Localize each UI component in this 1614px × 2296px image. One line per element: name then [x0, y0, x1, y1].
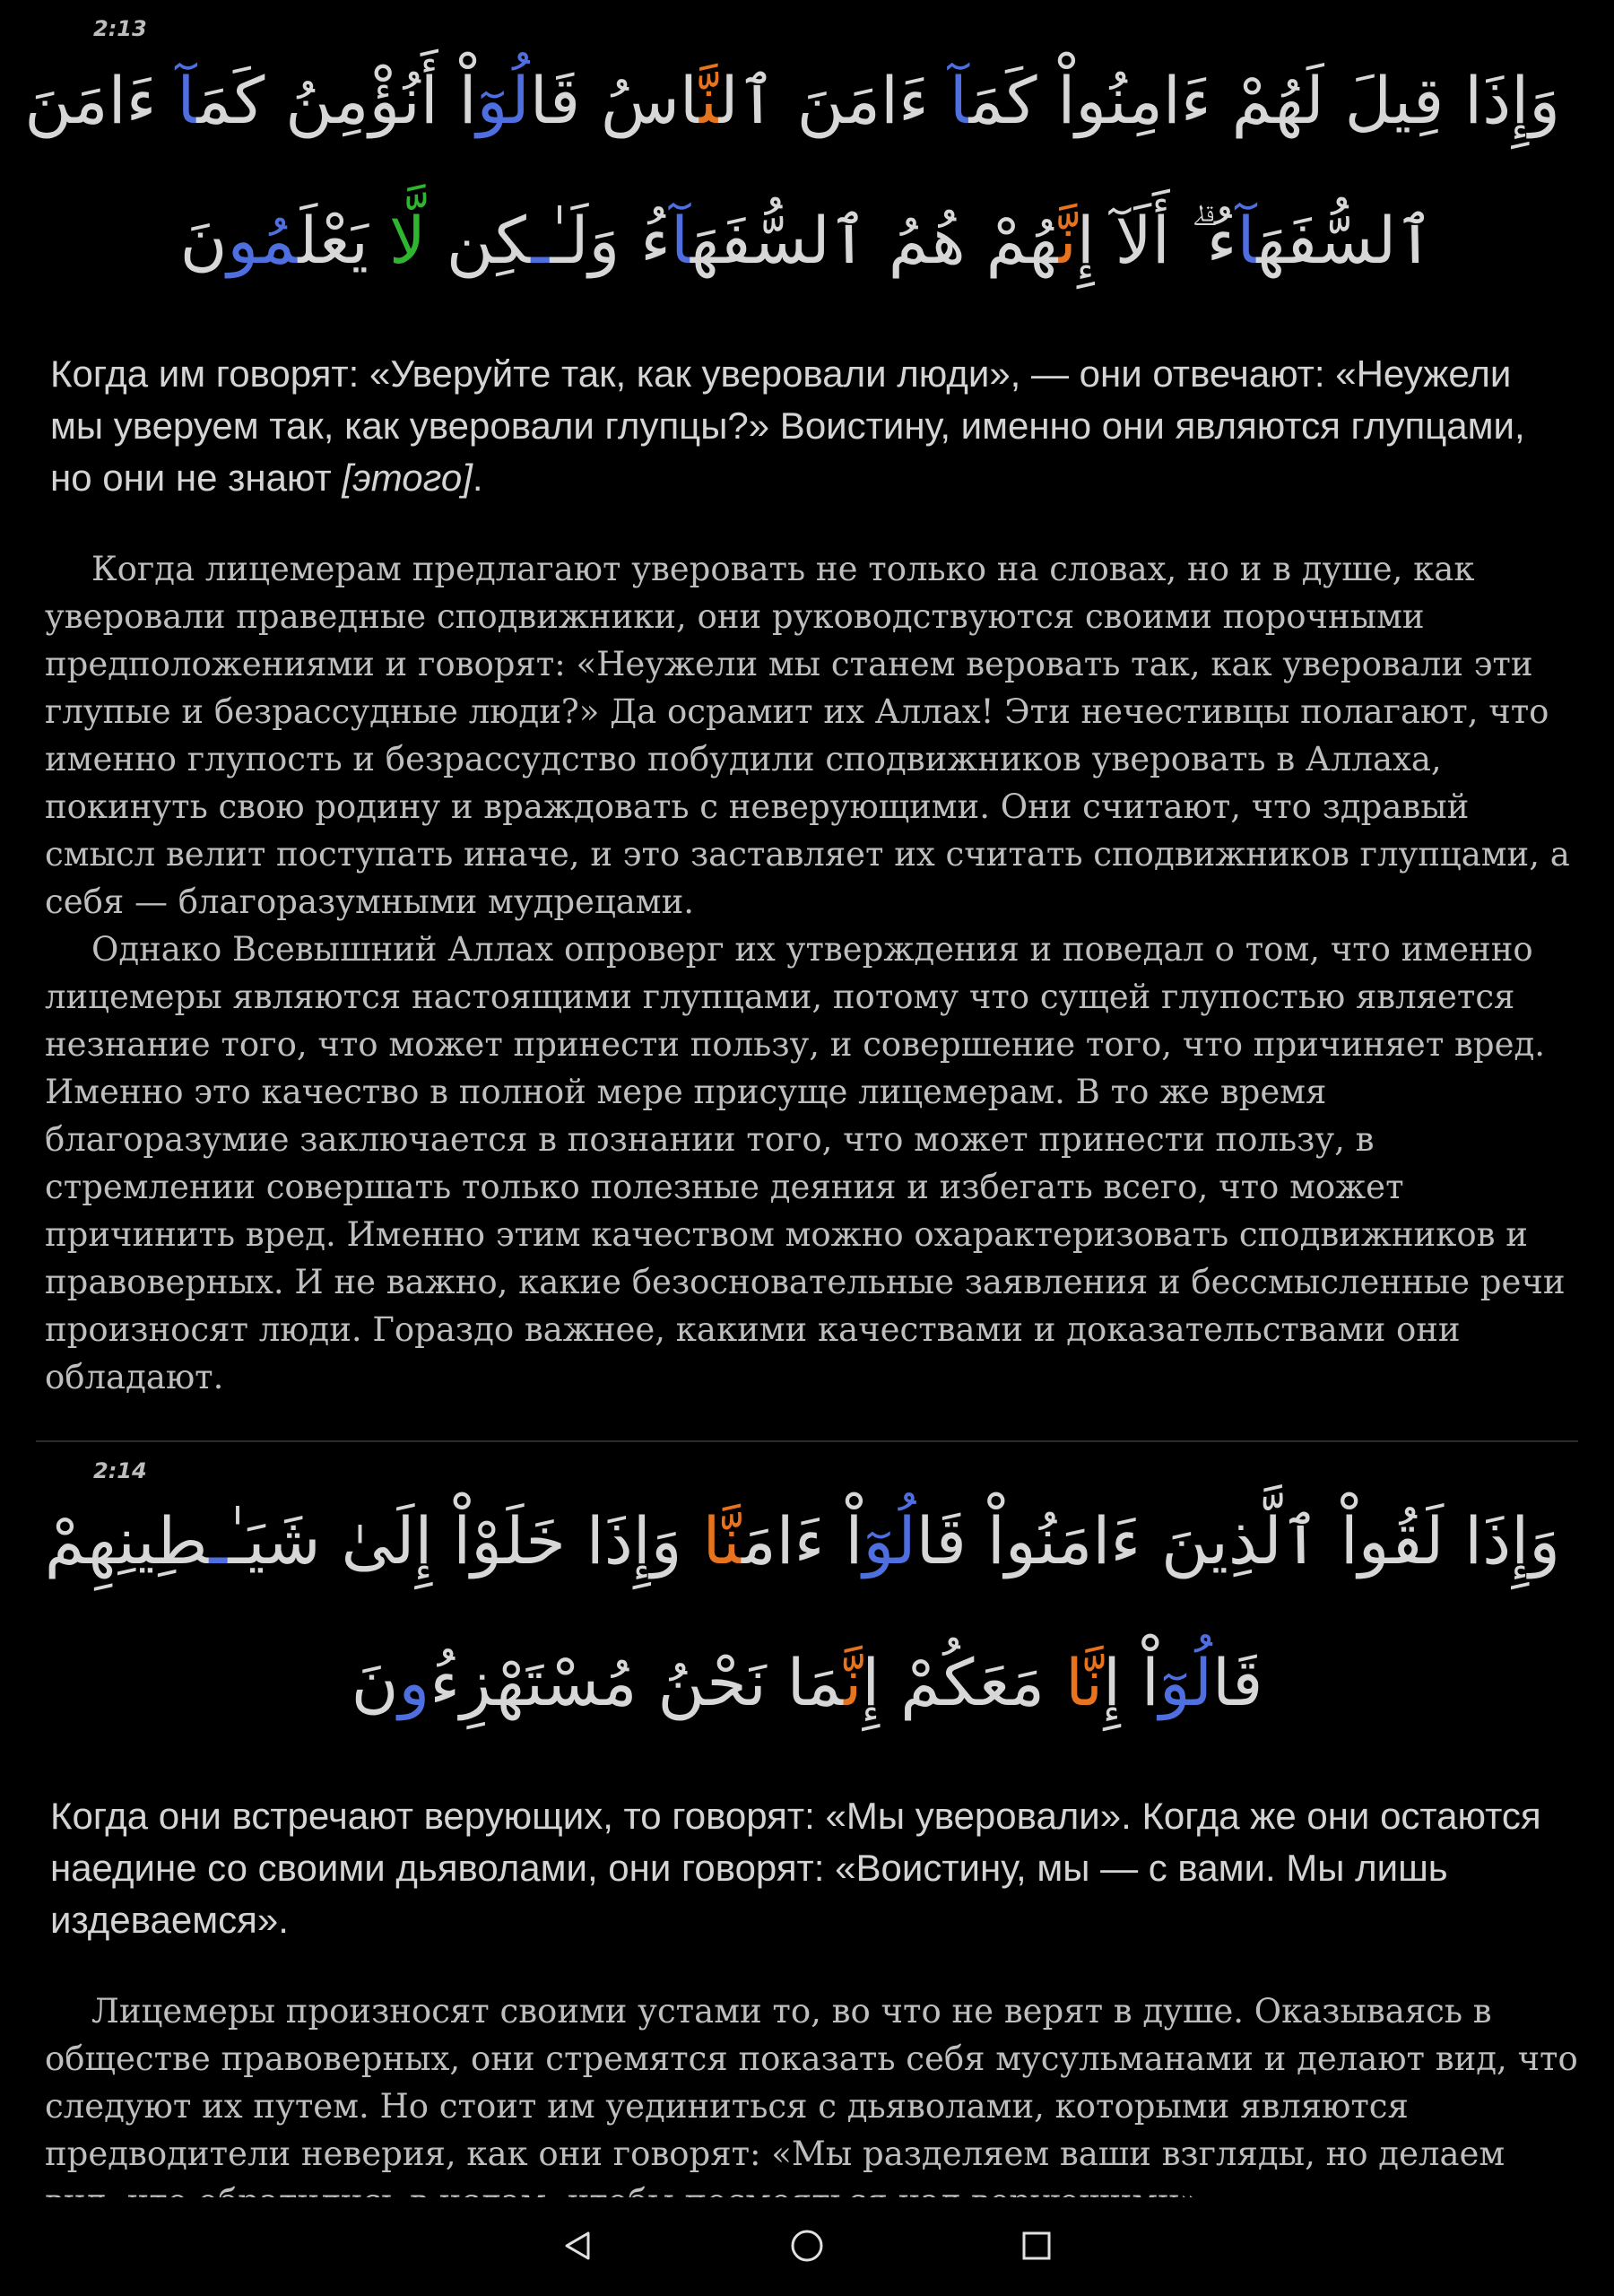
arabic-segment: مَعَكُمْ إِ	[862, 1645, 1066, 1720]
arabic-segment: كِن	[425, 203, 532, 278]
verse-separator	[36, 1440, 1578, 1442]
tajweed-blue-segment: و	[398, 1645, 430, 1720]
tajweed-orange-segment: نَّا	[702, 1503, 742, 1578]
tafsir-paragraph: Однако Всевышний Аллах опроверг их утверждения и поведал о том, что именно лицемеры являются настоящими глупцами, потому что сущей глупостью является незнание того, что может принести пользу, и совершение того, что причиняет вред. Именно это качество в полной мере присуще лицемерам. В то же время благоразумие заключается в познании того, что может принести пользу, в стремлении совершать только полезные деяния и избегать всего, что может причинить вред. Именно этим качеством можно охарактеризовать сподвижников и правоверных. И не важно, какие безосновательные заявления и бессмысленные речи произносят люди. Гораздо важнее, какими качествами и доказательствами они обладают.	[45, 930, 1566, 1396]
arabic-segment: وَإِذَا لَقُواْ ٱلَّذِينَ ءَامَنُواْ قَا	[915, 1503, 1560, 1578]
tajweed-green-segment: لَّا	[388, 203, 426, 278]
arabic-segment: وَإِذَا قِيلَ لَهُمْ ءَامِنُواْ كَمَ	[968, 63, 1560, 138]
recents-button[interactable]	[1010, 2219, 1063, 2273]
arabic-segment: اْ أَنُؤْمِنُ كَمَ	[196, 63, 477, 138]
arabic-segment: اسُ قَا	[529, 63, 699, 138]
tajweed-blue-segment: مُو	[227, 203, 299, 278]
tajweed-blue-segment: آ	[949, 63, 969, 138]
tajweed-blue-segment: آ	[1237, 203, 1257, 278]
tajweed-blue-segment: لُوٓ	[1158, 1645, 1213, 1720]
arabic-segment: قَا	[1212, 1645, 1263, 1720]
arabic-segment: ءَامَنَ	[24, 63, 178, 138]
arabic-line-2	[54, 203, 1560, 280]
tafsir-paragraph: Лицемеры произносят своими устами то, во что не верят в душе. Оказываясь в обществе правоверных, они стремятся показать себя мусульманами и делают вид, что следуют их путем. Но стоит им уединиться с дьяволами, которыми являются предводители неверия, как они говорят: «Мы разделяем ваши взгляды, но делаем	[45, 1992, 1578, 2173]
system-navigation-bar	[0, 2197, 1614, 2296]
tafsir-text	[45, 1987, 1578, 2225]
arabic-segment: وَإِذَا خَلَوْاْ إِلَىٰ شَيَـٰ	[228, 1503, 703, 1578]
verse-number: 2:13	[93, 16, 147, 41]
verse-translation	[50, 1790, 1566, 1946]
arabic-segment: ءَامَنَ ٱل	[718, 63, 950, 138]
tajweed-orange-segment: نَّ	[699, 63, 719, 138]
tajweed-blue-segment: لُوٓ	[476, 63, 530, 138]
arabic-line-1	[24, 63, 1560, 138]
tajweed-blue-segment: آ	[177, 63, 197, 138]
tajweed-orange-segment: نَّ	[1058, 203, 1077, 278]
home-button[interactable]	[780, 2219, 834, 2273]
verse-number: 2:14	[93, 1458, 147, 1483]
arabic-segment: ءُ ۗ أَلَ	[1115, 203, 1237, 278]
verse-translation	[50, 348, 1566, 504]
arabic-line-1	[44, 1503, 1560, 1578]
back-button[interactable]	[551, 2219, 604, 2273]
tajweed-blue-segment: ـ	[531, 203, 551, 278]
translation-italic: [этого]	[342, 457, 473, 499]
arabic-segment: يَعْلَ	[298, 203, 389, 278]
translation-text: Когда они встречают верующих, то говорят: «Мы уверовали». Когда же они остаются наедине со своими дьяволами, они говорят: «Воистину, мы — с вами. Мы лишь издеваемся».	[50, 1795, 1541, 1941]
tafsir-paragraph: Когда лицемерам предлагают уверовать не только на словах, но и в душе, как уверовали праведные сподвижники, они руководствуются своими порочными предположениями и говорят: «Неужели мы станем веровать так, как уверовали эти глупые и безрассудные люди?» Да осрамит их Аллах! Эти нечестивцы полагают, что именно глупость и безрассудство побудили сподвижников уверовать в Аллаха, покинуть свою родину и враждовать с неверующими. Они считают, что здравый смысл велит поступать иначе, и это заставляет их считать сподвижников глупцами, а себя — благоразумными мудрецами.	[45, 550, 1570, 921]
arabic-line-2	[54, 1645, 1560, 1720]
home-circle-icon	[788, 2227, 826, 2265]
translation-end: .	[472, 457, 483, 499]
arabic-segment: اْ ءَامَ	[742, 1503, 863, 1578]
tajweed-orange-segment: نَّا	[1065, 1645, 1103, 1720]
tajweed-blue-segment: آ	[671, 203, 690, 278]
arabic-segment: نَ	[351, 1645, 399, 1720]
arabic-segment: طِينِهِمْ	[44, 1503, 210, 1578]
tafsir-text	[45, 545, 1578, 1401]
arabic-segment: نَ	[179, 203, 228, 278]
arabic-segment: اْ إِ	[1103, 1645, 1159, 1720]
tajweed-orange-segment: نَّ	[844, 1645, 863, 1720]
arabic-segment: ءُ وَلَـٰ	[550, 203, 672, 278]
arabic-segment: هُمْ هُمُ ٱلسُّفَهَ	[690, 203, 1059, 278]
arabic-segment: ٱلسُّفَهَ	[1256, 203, 1435, 278]
recents-square-icon	[1019, 2228, 1054, 2264]
arabic-segment: مَا نَحْنُ مُسْتَهْزِءُ	[430, 1645, 845, 1720]
tajweed-blue-segment: ـ	[209, 1503, 229, 1578]
translation-text: Когда им говорят: «Уверуйте так, как уверовали люди», — они отвечают: «Неужели мы уверуем так, как уверовали глупцы?» Воистину, именно они являются глупцами, но они не знают	[50, 352, 1525, 499]
tajweed-blue-segment: لُوٓ	[863, 1503, 916, 1578]
arabic-segment: إِ	[1076, 203, 1115, 278]
back-triangle-icon	[560, 2228, 595, 2264]
